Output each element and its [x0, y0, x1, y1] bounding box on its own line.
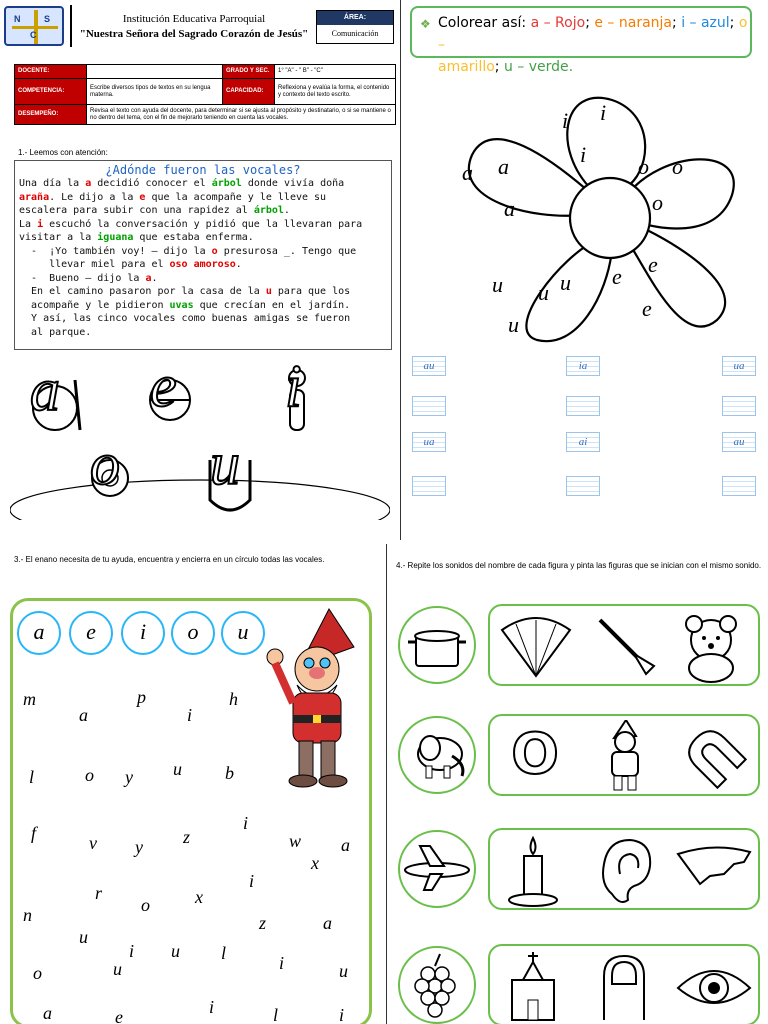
petal-letter: i [580, 142, 587, 167]
search-letter: e [115, 1007, 123, 1024]
story-box [14, 160, 392, 350]
petal-letter: i [562, 108, 569, 133]
ojo-icon[interactable] [674, 950, 744, 1020]
search-letter: o [33, 963, 42, 983]
oso-icon[interactable] [674, 610, 744, 680]
search-letter: i [187, 705, 193, 725]
vowel-circle-e: e [69, 611, 113, 655]
story-title: ¿Adónde fueron las vocales? [105, 163, 301, 177]
vowel-character-i: i [285, 353, 302, 419]
petal-letter: o [652, 190, 663, 215]
petal-letter: u [560, 270, 571, 295]
search-letter: u [113, 959, 122, 979]
options-row-4 [488, 944, 760, 1024]
una-icon[interactable] [590, 950, 660, 1020]
search-letter: u [339, 961, 348, 981]
elefante-icon [398, 716, 476, 794]
search-letter: u [79, 927, 88, 947]
search-letter: i [243, 813, 249, 833]
trompeta-icon[interactable] [590, 610, 660, 680]
search-letter: z [259, 913, 267, 933]
vowel-circle-i: i [121, 611, 165, 655]
practice-card-blank [566, 396, 600, 416]
search-letter: l [29, 767, 35, 787]
vowel-character-u: u [210, 431, 240, 497]
capacidad-value: Reflexiona y evalúa la forma, el contenido y contexto del texto escrito. [275, 79, 396, 105]
section-4-title: 4.- Repite los sonidos del nombre de cada figura y pinta las figuras que se inician con el mismo sonido. [396, 561, 762, 570]
search-letter: l [273, 1005, 279, 1024]
practice-card-blank [412, 396, 446, 416]
search-letter: u [173, 759, 182, 779]
petal-letter: u [538, 280, 549, 305]
docente-field[interactable] [87, 65, 223, 79]
practice-card: ai [566, 432, 600, 452]
search-letter: a [323, 913, 332, 933]
vowel-character-e: e [150, 353, 177, 419]
search-letter: n [23, 905, 32, 925]
school-logo: N S C [4, 6, 64, 46]
vela-icon[interactable] [498, 834, 568, 904]
practice-card-blank [722, 476, 756, 496]
search-letter: o [141, 895, 150, 915]
practice-card: ua [412, 432, 446, 452]
petal-letter: i [600, 100, 607, 125]
vowel-circle-o: o [171, 611, 215, 655]
olla-icon [398, 606, 476, 684]
practice-card-blank [722, 396, 756, 416]
petal-letter: e [642, 296, 652, 321]
worksheet-part-4 [390, 544, 768, 1024]
vowel-circle-a: a [17, 611, 61, 655]
vertical-divider-lower [386, 544, 387, 1024]
area-value: Comunicación [331, 29, 379, 38]
worksheet-part-1 [0, 0, 400, 540]
diamond-bullet-icon: ❖ [420, 17, 431, 31]
petal-letter: u [508, 312, 519, 337]
petal-letter: u [492, 272, 503, 297]
practice-card-blank [412, 476, 446, 496]
search-letter: o [85, 765, 94, 785]
options-row-2 [488, 714, 760, 796]
practice-card: ia [566, 356, 600, 376]
search-letter: i [249, 871, 255, 891]
practice-card: au [722, 432, 756, 452]
options-row-3 [488, 828, 760, 910]
petal-letter: a [498, 154, 509, 179]
search-letter: l [221, 943, 227, 963]
desempeno-value: Revisa el texto con ayuda del docente, para determinar si se ajusta al propósito y destinatario, o si se mantiene o no dentro del tema, con el fin de mejorarlo teniendo en cuenta las vocales. [87, 105, 396, 125]
vowel-circle-u: u [221, 611, 265, 655]
header-divider [70, 5, 72, 47]
practice-card-blank [566, 476, 600, 496]
capacidad-label: CAPACIDAD: [223, 79, 275, 105]
area-label: ÁREA: [317, 11, 393, 25]
vowel-characters-drawing [10, 360, 390, 520]
practice-card: ua [722, 356, 756, 376]
search-letter: m [23, 689, 36, 709]
vowel-characters-illustration [10, 353, 390, 520]
competencia-label: COMPETENCIA: [15, 79, 87, 105]
options-row-1 [488, 604, 760, 686]
petal-letter: e [612, 264, 622, 289]
grado-value: 1° "A" - " B" - "C" [275, 65, 396, 79]
vertical-divider [400, 0, 401, 540]
search-letter: b [225, 763, 234, 783]
petal-letter: o [638, 154, 649, 179]
petal-letter: o [672, 154, 683, 179]
iglesia-icon[interactable] [498, 950, 568, 1020]
iman-icon[interactable] [676, 720, 746, 790]
search-letter: v [89, 833, 97, 853]
story-text: Una día la a decidió conocer el árbol donde vivía doña araña. Le dijo a la e que la acompañe y le lleve su escalera para subir con una rapidez al árbol. La i escuchó la conversación y pidió que la llevaran para visitar a la iguana que estaba enferma. - ¡Yo también voy! – dijo la o presurosa _. Tengo que llevar miel para el oso amoroso. - Bueno – dijo la a. En el camino pasaron por la casa de la u para que los acompañe y le pidieron uvas que crecían en el jardín. Y así, las cinco vocales como buenas amigas se fueron al parque. [19, 178, 363, 338]
search-letter: w [289, 831, 302, 851]
avion-icon [398, 830, 476, 908]
ala-icon[interactable] [674, 834, 744, 904]
flower-letters [402, 0, 768, 540]
grado-label: GRADO Y SEC. [223, 65, 275, 79]
search-letter: x [311, 853, 319, 873]
section-3-title: 3.- El enano necesita de tu ayuda, encuentra y encierra en un círculo todas las vocales. [14, 555, 325, 564]
area-box [316, 10, 394, 44]
search-letter: i [339, 1005, 345, 1024]
o-letter-icon[interactable]: O [511, 722, 559, 787]
vowel-character-o: o [90, 431, 120, 497]
letter-search-box [10, 598, 372, 1024]
enano-icon[interactable] [590, 720, 660, 790]
uvas-icon [398, 946, 476, 1024]
info-table [14, 64, 396, 125]
docente-label: DOCENTE: [15, 65, 87, 79]
search-letter: i [279, 953, 285, 973]
search-letter: i [209, 997, 215, 1017]
search-letter: u [171, 941, 180, 961]
search-letter: y [125, 767, 133, 787]
petal-letter: e [648, 252, 658, 277]
search-letter: f [31, 823, 37, 843]
search-letter: x [195, 887, 203, 907]
petal-letter: a [504, 196, 515, 221]
oreja-icon[interactable] [590, 834, 660, 904]
petal-letter: a [462, 160, 473, 185]
search-letter: a [79, 705, 88, 725]
search-letter: h [229, 689, 238, 709]
coloring-instructions-text: Colorear así: a – Rojo; e – naranja; i – azul; o – amarillo; u – verde. [438, 15, 748, 75]
search-letter: a [341, 835, 350, 855]
search-letter: i [129, 941, 135, 961]
search-letter: z [183, 827, 191, 847]
worksheet-part-2 [402, 0, 768, 540]
vowel-character-a: a [30, 357, 60, 423]
search-letter: a [43, 1003, 52, 1023]
worksheet-part-3 [0, 544, 384, 1024]
abanico-icon[interactable] [496, 610, 566, 680]
section-1-title: 1.- Leemos con atención: [18, 148, 108, 157]
search-letter: y [135, 837, 143, 857]
practice-card: au [412, 356, 446, 376]
search-letter: r [95, 883, 103, 903]
competencia-value: Escribe diversos tipos de textos en su lengua materna. [87, 79, 223, 105]
school-name: Institución Educativa Parroquial "Nuestra Señora del Sagrado Corazón de Jesús" [79, 13, 309, 40]
desempeno-label: DESEMPEÑO: [15, 105, 87, 125]
dwarf-illustration [259, 607, 369, 797]
search-letter: p [137, 687, 146, 707]
